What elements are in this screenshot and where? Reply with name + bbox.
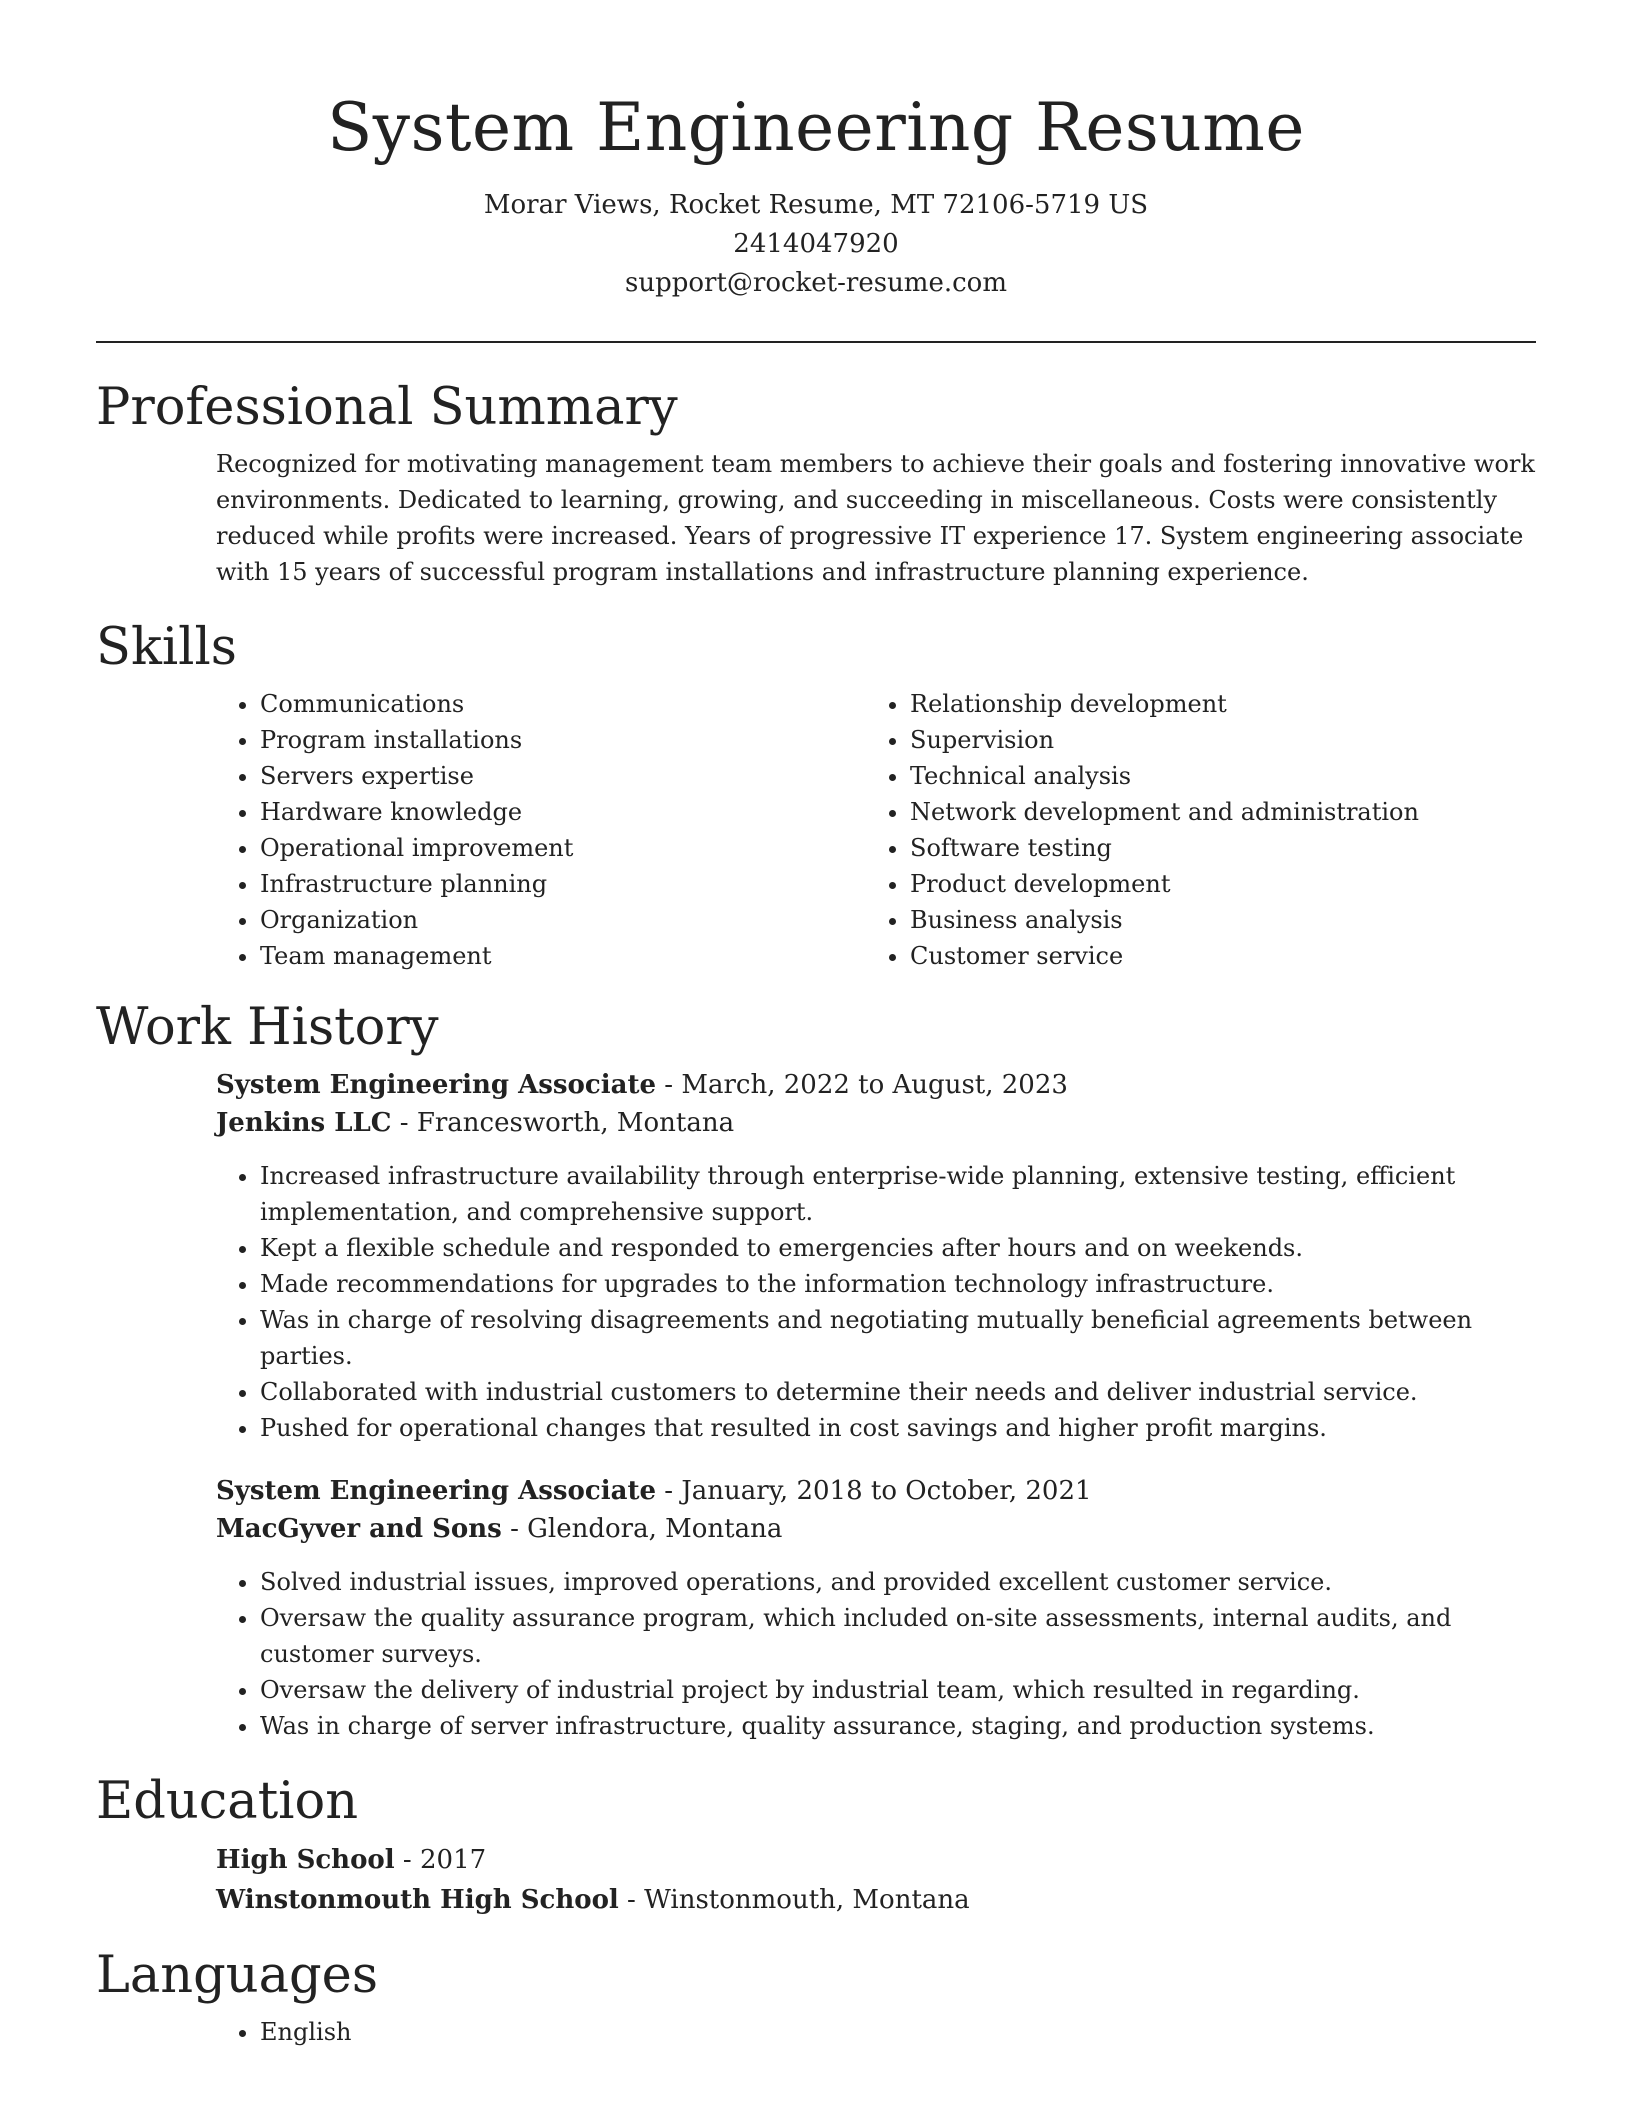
job-bullet: • Was in charge of server infrastructure, quality assurance, staging, and production systems.: [260, 1708, 1536, 1744]
skill-item: • Software testing: [910, 830, 1516, 866]
summary-heading: Professional Summary: [96, 378, 678, 437]
skill-item: • Operational improvement: [260, 830, 866, 866]
education-degree-line: [216, 1840, 1536, 1880]
education-school-line: [216, 1880, 1536, 1920]
summary-section: [96, 376, 1536, 590]
education-section: [96, 1770, 1536, 1920]
job-separator: -: [656, 1476, 682, 1506]
work-history-body: [216, 1066, 1536, 1744]
job-location: Francesworth, Montana: [416, 1108, 735, 1138]
job-bullet: • Oversaw the delivery of industrial project by industrial team, which resulted in regarding.: [260, 1672, 1536, 1708]
work-history-heading: Work History: [96, 998, 439, 1057]
education-body: [216, 1840, 1536, 1920]
job-bullet: • Pushed for operational changes that resulted in cost savings and higher profit margins.: [260, 1410, 1536, 1446]
contact-email: support@rocket-resume.com: [624, 268, 1007, 298]
resume-content: [96, 376, 1536, 2050]
skill-item: • Business analysis: [910, 902, 1516, 938]
skill-item: • Relationship development: [910, 686, 1516, 722]
languages-body: [216, 2014, 1536, 2050]
job-separator: -: [501, 1514, 528, 1544]
language-item: • English: [260, 2014, 1536, 2050]
skills-column-right: [866, 686, 1516, 974]
job-bullet: • Made recommendations for upgrades to the information technology infrastructure.: [260, 1266, 1536, 1302]
resume-title: System Engineering Resume: [327, 89, 1305, 166]
job-separator: -: [656, 1070, 682, 1100]
work-history-section: [96, 996, 1536, 1744]
job-company: MacGyver and Sons: [216, 1514, 502, 1544]
job-role: System Engineering Associate: [216, 1476, 657, 1506]
job-separator: -: [391, 1108, 417, 1138]
education-location: Winstonmouth, Montana: [644, 1885, 970, 1915]
skill-item: • Supervision: [910, 722, 1516, 758]
education-separator: -: [394, 1845, 420, 1875]
skill-item: • Infrastructure planning: [260, 866, 866, 902]
languages-section: [96, 1944, 1536, 2050]
job-company-line: [216, 1104, 1536, 1142]
education-heading: Education: [96, 1772, 359, 1831]
skills-heading: Skills: [96, 618, 237, 677]
skills-grid: [216, 686, 1536, 974]
header-divider: [96, 341, 1536, 343]
job-bullets: [216, 1564, 1536, 1744]
skill-item: • Customer service: [910, 938, 1516, 974]
skill-item: • Technical analysis: [910, 758, 1516, 794]
skills-list-right: [866, 686, 1516, 974]
skills-column-left: [216, 686, 866, 974]
education-degree: High School: [216, 1845, 395, 1875]
contact-block: [0, 186, 1632, 303]
skill-item: • Servers expertise: [260, 758, 866, 794]
languages-heading: Languages: [96, 1946, 379, 2005]
skill-item: • Communications: [260, 686, 866, 722]
job-role: System Engineering Associate: [216, 1070, 657, 1100]
education-year: 2017: [419, 1845, 487, 1875]
contact-address: Morar Views, Rocket Resume, MT 72106-5719 US: [483, 190, 1149, 220]
job-dates: January, 2018 to October, 2021: [681, 1476, 1092, 1506]
job-bullet: • Was in charge of resolving disagreements and negotiating mutually beneficial agreements between parties.: [260, 1302, 1536, 1374]
skill-item: • Network development and administration: [910, 794, 1516, 830]
skills-section: [96, 616, 1536, 974]
skills-list-left: [216, 686, 866, 974]
skill-item: • Hardware knowledge: [260, 794, 866, 830]
job-bullet: • Oversaw the quality assurance program, which included on-site assessments, internal audits, and customer surveys.: [260, 1600, 1536, 1672]
job-company: Jenkins LLC: [216, 1108, 392, 1138]
job-bullet: • Kept a flexible schedule and responded to emergencies after hours and on weekends.: [260, 1230, 1536, 1266]
job-dates: March, 2022 to August, 2023: [681, 1070, 1068, 1100]
job-bullets: [216, 1158, 1536, 1446]
contact-phone: 2414047920: [733, 229, 899, 259]
job-location: Glendora, Montana: [527, 1514, 783, 1544]
job-bullet: • Collaborated with industrial customers to determine their needs and deliver industrial service.: [260, 1374, 1536, 1410]
job-bullet: • Solved industrial issues, improved operations, and provided excellent customer service.: [260, 1564, 1536, 1600]
skill-item: • Team management: [260, 938, 866, 974]
skill-item: • Product development: [910, 866, 1516, 902]
skills-body: [216, 686, 1536, 974]
education-separator: -: [618, 1885, 645, 1915]
skill-item: • Organization: [260, 902, 866, 938]
resume-header: [0, 0, 1632, 303]
job-entry: [216, 1472, 1536, 1744]
summary-text: Recognized for motivating management team members to achieve their goals and fostering innovative work environments. Dedicated to learning, growing, and succeeding in miscellaneous. Costs were consistently reduced while profits were increased. Years of progressive IT experience 17. System engineering associate with 15 years of successful program installations and infrastructure planning experience.: [216, 450, 1535, 586]
job-bullet: • Increased infrastructure availability through enterprise-wide planning, extensive testing, efficient implementation, and comprehensive support.: [260, 1158, 1536, 1230]
skill-item: • Program installations: [260, 722, 866, 758]
job-title-line: [216, 1066, 1536, 1104]
job-title-line: [216, 1472, 1536, 1510]
languages-list: [216, 2014, 1536, 2050]
job-entry: [216, 1066, 1536, 1446]
job-company-line: [216, 1510, 1536, 1548]
summary-body: [216, 446, 1536, 590]
education-school: Winstonmouth High School: [216, 1885, 619, 1915]
